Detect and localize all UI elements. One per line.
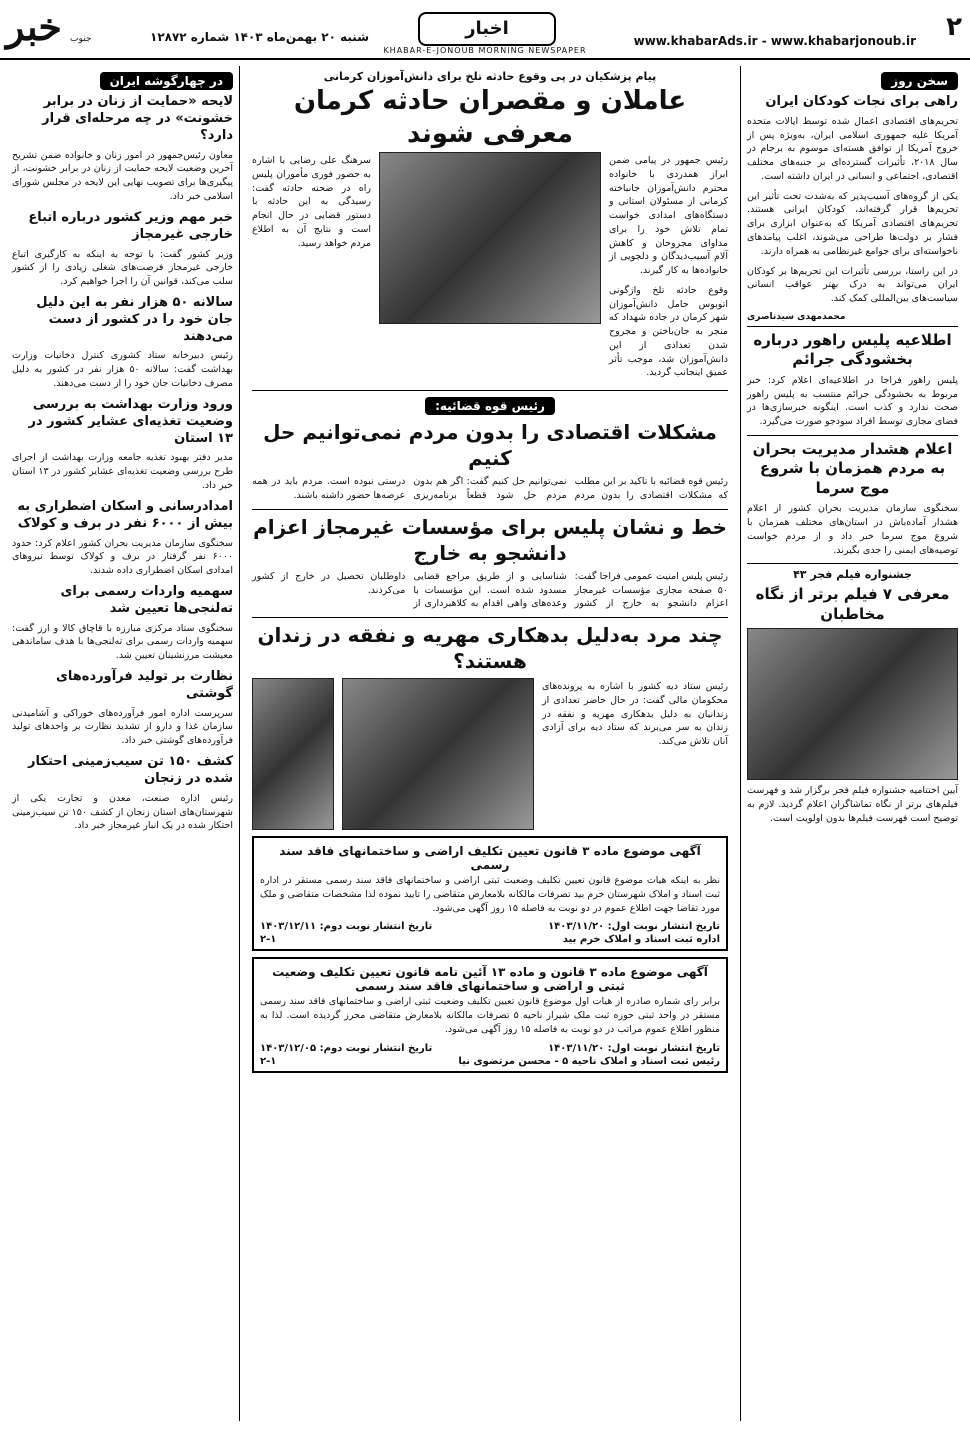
news-paragraph: سخنگوی سازمان مدیریت بحران کشور اعلام کرد: حدود ۶۰۰۰ نفر گرفتار در برف و کولاک توسط نیروهای امدادی اسکان اضطراری داده شدند. xyxy=(12,537,233,577)
news-headline: کشف ۱۵۰ تن سیب‌زمینی احتکار شده در زنجان xyxy=(28,753,233,786)
divider xyxy=(747,563,958,564)
news-paragraph: رئیس جمهور در پیامی ضمن ابراز همدردی با خانواده محترم دانش‌آموزان جانباخته کرمانی از مسئولان استانی و دستگاه‌های امدادی خواست تمام تلاش خود را برای مداوای مجروحان و کاهش آلام آسیب‌دیدگان و دلجویی از خانواده‌ها به کار گیرند. xyxy=(609,155,728,277)
news-headline: خط و نشان پلیس برای مؤسسات غیرمجاز اعزام دانشجو به خارج xyxy=(253,514,727,565)
lead-headline: عاملان و مقصران حادثه کرمان معرفی شوند xyxy=(293,86,687,149)
divider xyxy=(252,390,728,391)
notice-body: نظر به اینکه هیات موضوع قانون تعیین تکلیف وضعیت ثبتی اراضی و ساختمانهای فاقد سند رسمی مستقر در اداره ثبت اسناد و املاک شهرستان خرم بید تصرفات مالکانه بلامعارض متقاضی را تایید نموده لذا مشخصات متقاضی و ملک مورد تقاضا جهت اطلاع عموم در دو نوبت به فاصله ۱۵ روز آگهی می‌شود. xyxy=(260,875,720,914)
news-headline: لایحه «حمایت از زنان در برابر خشونت» در چه مرحله‌ای قرار دارد؟ xyxy=(42,94,233,143)
notice-signer: اداره ثبت اسناد و املاک خرم بید xyxy=(562,934,720,946)
news-paragraph: وقوع حادثه تلخ واژگونی اتوبوس حامل دانش‌آموزان شهر کرمان در جاده شهداد که منجر به جان‌باختن و مجروح شدن تعدادی از این دانش‌آموزان شد، موجب تأثر عمیق اینجانب گردید. xyxy=(609,284,728,379)
news-headline: نظارت بر تولید فرآورده‌های گوشتی xyxy=(55,668,233,701)
notice-signer: رئیس ثبت اسناد و املاک ناحیه ۵ - محسن مرتضوی نیا xyxy=(458,1055,720,1067)
news-paragraph: پلیس راهور فراجا در اطلاعیه‌ای اعلام کرد: خبر مربوط به بخشودگی جرائم منتسب به پلیس راهور صحت ندارد و کذب است. اینگونه خبرسازی‌ها در فضای مجازی توسط افراد سودجو صورت می‌گیرد. xyxy=(747,374,958,428)
news-headline: خبر مهم وزیر کشور درباره اتباع خارجی غیرمجاز xyxy=(28,209,233,242)
news-headline: اطلاعیه پلیس راهور درباره بخشودگی جرائم xyxy=(753,330,952,369)
news-paragraph: رئیس پلیس امنیت عمومی فراجا گفت: ۵۰ صفحه مجازی مؤسسات غیرمجاز اعزام دانشجو به خارج از کشور شناسایی و از طریق مراجع قضایی مسدود شده است. این مؤسسات با وعده‌های واهی اقدام به کلاهبرداری از داوطلبان تحصیل در خارج از کشور می‌کردند. xyxy=(252,570,728,610)
notice-signature-row xyxy=(260,1056,720,1067)
legal-notice-2 xyxy=(252,957,728,1072)
news-paragraph: سخنگوی ستاد مرکزی مبارزه با قاچاق کالا و ارز گفت: سهمیه واردات رسمی برای ته‌لنجی‌ها با هدف ساماندهی معیشت مرزنشینان تعیین شد. xyxy=(12,622,233,662)
film-festival-photo xyxy=(747,628,958,780)
story-tag: رئیس قوه قضائیه: xyxy=(425,397,555,415)
news-paragraph: آیین اختتامیه جشنواره فیلم فجر برگزار شد و فهرست فیلم‌های برتر از نگاه تماشاگران اعلام گردید. لازم به توضیح است فهرست فیلم‌ها بدون اولویت است. xyxy=(747,785,958,824)
author-name: محمدمهدی سیدناصری xyxy=(747,311,846,322)
notice-date-second: تاریخ انتشار نوبت دوم: ۱۴۰۳/۱۲/۱۱ xyxy=(260,921,433,933)
money-photo xyxy=(252,678,334,830)
notice-title: آگهی موضوع ماده ۳ قانون و ماده ۱۳ آئین نامه قانون تعیین تکلیف وضعیت ثبتی و اراضی و ساختمانهای فاقد سند رسمی xyxy=(272,965,708,994)
news-paragraph: رئیس قوه قضائیه با تاکید بر این مطلب که مشکلات اقتصادی را بدون مردم نمی‌توانیم حل کنیم گفت: اگر هم بدون مردم حل شود قطعاً برنامه‌ریزی درستی نبوده است. مردم باید در همه عرصه‌ها حضور داشته باشند. xyxy=(252,476,728,502)
lead-kicker: پیام پزشکیان در پی وقوع حادثه تلخ برای دانش‌آموزان کرمانی xyxy=(323,70,657,83)
news-paragraph: سخنگوی سازمان مدیریت بحران کشور از اعلام هشدار آماده‌باش در استان‌های مختلف همزمان با شروع موج سرما خبر داد و از مردم خواست توصیه‌های ایمنی را جدی بگیرند. xyxy=(747,503,958,556)
divider xyxy=(252,509,728,510)
notice-body: برابر رای شماره صادره از هیات اول موضوع قانون تعیین تکلیف وضعیت ثبتی اراضی و ساختمانهای فاقد سند رسمی مستقر در واحد ثبتی حوزه ثبت ملک شیراز ناحیه ۵ تصرفات مالکانه بلامعارض متقاضی محرز گردیده است. لذا به منظور اطلاع عموم مراتب در دو نوبت به فاصله ۱۵ روز آگهی می‌شود. xyxy=(260,996,720,1035)
prison-photo xyxy=(342,678,534,830)
notice-title: آگهی موضوع ماده ۳ قانون تعیین تکلیف اراضی و ساختمانهای فاقد سند رسمی xyxy=(279,844,701,873)
lead-text-left xyxy=(252,152,371,386)
news-paragraph: وزیر کشور گفت: با توجه به اینکه به کارگیری اتباع خارجی غیرمجاز فرصت‌های شغلی زیادی را از کشور سلب می‌کند، قوانین آن را اجرا خواهیم کرد. xyxy=(12,248,233,288)
news-paragraph: رئیس ستاد دیه کشور با اشاره به پرونده‌های محکومان مالی گفت: در حال حاضر تعدادی از زندانیان به دلیل بدهکاری مهریه و نفقه در زندان به سر می‌برند که ستاد دیه برای آزادی آنان تلاش می‌کند. xyxy=(542,681,728,748)
news-headline: معرفی ۷ فیلم برتر از نگاه مخاطبان xyxy=(755,585,950,623)
page-number: ۲ xyxy=(946,12,962,42)
news-headline: امدادرسانی و اسکان اضطراری به بیش از ۶۰۰۰ نفر در برف و کولاک xyxy=(17,498,233,531)
news-headline: سالانه ۵۰ هزار نفر به این دلیل جان خود را در کشور از دست می‌دهند xyxy=(36,294,233,344)
notice-date-second: تاریخ انتشار نوبت دوم: ۱۴۰۳/۱۲/۰۵ xyxy=(260,1042,433,1054)
editorial-paragraph: در این راستا، بررسی تأثیرات این تحریم‌ها بر کودکان ایران می‌تواند به درک بهتر عواقب انسانی سیاست‌های بین‌المللی کمک کند. xyxy=(747,265,958,305)
editorial-paragraph: تحریم‌های اقتصادی اعمال شده توسط ایالات متحده آمریکا علیه جمهوری اسلامی ایران، به‌ویژه پس از خروج آمریکا از توافق هسته‌ای موسوم به برجام در سال ۲۰۱۸، تأثیرات گسترده‌ای بر جنبه‌های مختلف اقتصادی، اجتماعی و انسانی در ایران داشته است. xyxy=(747,115,959,182)
english-subtitle: KHABAR-E-JONOUB MORNING NEWSPAPER xyxy=(383,46,587,55)
section-title: اخبار xyxy=(418,12,556,46)
notice-date-first: تاریخ انتشار نوبت اول: ۱۴۰۳/۱۱/۲۰ xyxy=(548,1042,720,1054)
legal-notice-1 xyxy=(252,836,728,951)
right-column xyxy=(740,66,964,1421)
news-paragraph: سرهنگ علی رضایی با اشاره به حضور فوری مأموران پلیس راه در صحنه حادثه گفت: رسیدگی به این حادثه با دستور قضایی در حال انجام است و نتایج آن به اطلاع مردم خواهد رسید. xyxy=(252,155,371,249)
news-paragraph: معاون رئیس‌جمهور در امور زنان و خانواده ضمن تشریح آخرین وضعیت لایحه حمایت از زنان در برابر خشونت، از پیگیری‌ها برای تصویب نهایی این لایحه در مجلس شورای اسلامی خبر داد. xyxy=(12,149,233,202)
left-column xyxy=(6,66,240,1421)
website-link[interactable]: www.khabarAds.ir - www.khabarjonoub.ir xyxy=(633,34,916,48)
column-tag: سخن روز xyxy=(881,72,958,90)
bus-accident-photo xyxy=(379,152,601,324)
news-headline: ورود وزارت بهداشت به بررسی وضعیت تغذیه‌ای عشایر کشور در ۱۳ استان xyxy=(28,396,233,446)
divider xyxy=(747,435,958,436)
news-headline: سهمیه واردات رسمی برای ته‌لنجی‌ها تعیین شد xyxy=(60,583,233,616)
news-headline: چند مرد به‌دلیل بدهکاری مهریه و نفقه در زندان هستند؟ xyxy=(257,623,723,674)
lead-text-right xyxy=(609,152,728,386)
news-paragraph: سرپرست اداره امور فرآورده‌های خوراکی و آشامیدنی سازمان غذا و دارو از تشدید نظارت بر واحدهای تولید فرآورده‌های گوشتی خبر داد. xyxy=(12,707,233,747)
logo-subtitle: جنوب xyxy=(70,34,92,44)
divider xyxy=(252,617,728,618)
masthead xyxy=(0,0,970,60)
news-paragraph: رئیس دبیرخانه ستاد کشوری کنترل دخانیات وزارت بهداشت گفت: سالانه ۵۰ هزار نفر در کشور به دلیل مصرف دخانیات جان خود را از دست می‌دهند. xyxy=(12,350,233,390)
lead-story xyxy=(252,152,728,386)
news-paragraph: رئیس اداره صنعت، معدن و تجارت یکی از شهرستان‌های استان زنجان از کشف ۱۵۰ تن سیب‌زمینی احتکار شده در یک انبار غیرمجاز خبر داد. xyxy=(12,792,233,832)
column-tag: در چهارگوشه ایران xyxy=(100,72,233,90)
editorial-paragraph: یکی از گروه‌های آسیب‌پذیر که به‌شدت تحت تأثیر این تحریم‌ها قرار گرفته‌اند، کودکان ایرانی هستند. تحریم‌های اقتصادی آمریکا که به‌عنوان ابزاری برای فشار بر دولت‌ها طراحی می‌شوند، اغلب پیامدهای ناخواسته‌ای برای جوامع غیرنظامی به همراه دارند. xyxy=(747,190,958,257)
news-paragraph: مدیر دفتر بهبود تغذیه جامعه وزارت بهداشت از اجرای طرح بررسی وضعیت تغذیه‌ای عشایر کشور در ۱۳ استان خبر داد. xyxy=(12,452,234,491)
notice-signature-row xyxy=(260,934,720,945)
news-headline: اعلام هشدار مدیریت بحران به مردم همزمان با شروع موج سرما xyxy=(752,439,953,497)
notice-code: ۲-۱ xyxy=(260,934,277,946)
notice-dates xyxy=(260,1043,720,1054)
newspaper-logo: خبر xyxy=(6,4,62,49)
notice-date-first: تاریخ انتشار نوبت اول: ۱۴۰۳/۱۱/۲۰ xyxy=(548,921,720,933)
news-kicker: جشنواره فیلم فجر ۴۳ xyxy=(793,568,912,582)
notice-code: ۲-۱ xyxy=(260,1055,277,1067)
news-headline: مشکلات اقتصادی را بدون مردم نمی‌توانیم حل کنیم xyxy=(263,420,717,471)
issue-date: شنبه ۲۰ بهمن‌ماه ۱۴۰۳ شماره ۱۲۸۷۲ xyxy=(150,30,369,44)
prison-story xyxy=(252,678,728,830)
editorial-headline: راهی برای نجات کودکان ایران xyxy=(765,94,958,109)
divider xyxy=(747,326,958,327)
notice-dates xyxy=(260,921,720,932)
main-column xyxy=(246,66,734,1421)
